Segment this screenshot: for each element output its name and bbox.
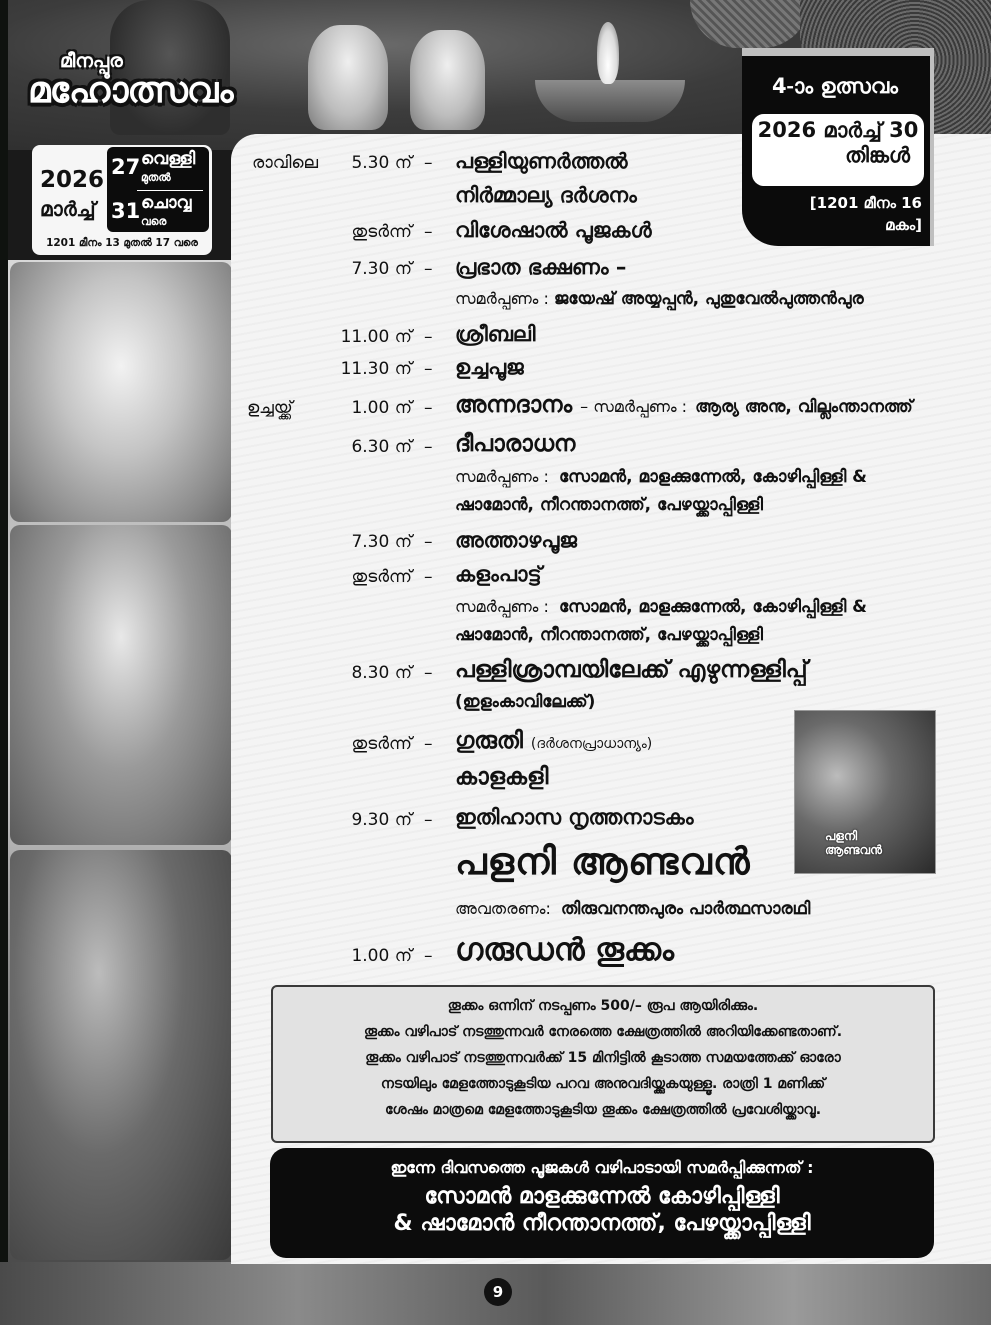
start-date bbox=[111, 149, 207, 189]
period-label: രാവിലെ bbox=[252, 153, 319, 173]
sponsor-label: സമർപ്പണം : bbox=[455, 597, 549, 616]
end-day: 31 bbox=[111, 199, 141, 223]
sponsor-line bbox=[455, 625, 763, 645]
year: 2026 bbox=[40, 167, 105, 193]
sponsor-name: സോമൻ മാളക്കുന്നേൽ കോഴിപ്പിള്ളി bbox=[424, 1184, 780, 1209]
time-label: തുടർന്ന് bbox=[351, 567, 412, 587]
notice-line: തൂക്കം ഒന്നിന് നടപ്പണം 500/– രൂപ ആയിരിക്കും. bbox=[447, 998, 759, 1014]
sponsor-line bbox=[455, 289, 864, 309]
logo-title: മഹോത്സവം bbox=[28, 70, 233, 111]
dash: – bbox=[424, 259, 433, 279]
event-title: പള്ളിശ്രാമ്പയിലേക്ക് എഴുന്നള്ളിപ്പ് bbox=[455, 657, 808, 683]
event-title: കാളകളി bbox=[455, 764, 549, 790]
shivalinga-image bbox=[110, 0, 230, 135]
sponsor-line bbox=[455, 597, 867, 617]
time-label: 7.30 ന് bbox=[351, 532, 412, 552]
time-label: 9.30 ന് bbox=[351, 810, 412, 830]
sponsor-line bbox=[455, 495, 763, 515]
dash: – bbox=[424, 734, 433, 754]
dash: – bbox=[424, 222, 433, 242]
notice-line: തൂക്കം വഴിപാട് നടത്തുന്നവർക്ക് 15 മിനിട്ടിൽ കൂടാത്ത സമയത്തേക്ക് ഓരോ bbox=[365, 1050, 841, 1066]
presenter-line bbox=[455, 899, 810, 919]
poster-title bbox=[825, 829, 882, 857]
time-label: 11.00 ന് bbox=[340, 327, 412, 347]
time-label: തുടർന്ന് bbox=[351, 734, 412, 754]
time-label: തുടർന്ന് bbox=[351, 222, 412, 242]
event-subtitle: (ഇളംകാവിലേക്ക്) bbox=[455, 692, 596, 712]
sponsor-name: സോമൻ, മാളക്കുന്നേൽ, കോഴിപ്പിള്ളി & bbox=[559, 467, 868, 487]
event-title: കളംപാട്ട് bbox=[455, 562, 542, 586]
event-title: ശ്രീബലി bbox=[455, 322, 536, 346]
dash: – bbox=[424, 437, 433, 457]
sponsor-line bbox=[455, 467, 867, 487]
sponsor-name: ഷാമോൻ, നീറന്താനത്ത്, പേഴയ്ക്കാപ്പിള്ളി bbox=[455, 625, 763, 645]
sponsor-label: – സമർപ്പണം : bbox=[580, 397, 688, 416]
dash: – bbox=[424, 663, 433, 683]
event-title: പ്രഭാത ഭക്ഷണം – bbox=[455, 255, 627, 279]
thookkam-notice-box bbox=[271, 985, 935, 1143]
dash: – bbox=[424, 327, 433, 347]
logo-subtitle: മീനപ്പൂര bbox=[60, 50, 123, 72]
drama-title: പളനി ആണ്ടവൻ bbox=[455, 840, 751, 883]
festival-weekday: തിങ്കൾ bbox=[845, 143, 910, 167]
end-date bbox=[111, 193, 207, 233]
ganesha-idol-image bbox=[308, 25, 388, 130]
dash: – bbox=[424, 567, 433, 587]
sponsor-name: & ഷാമോൻ നീറന്താനത്ത്, പേഴയ്ക്കാപ്പിള്ളി bbox=[393, 1211, 811, 1236]
event-title: അത്താഴപൂജ bbox=[455, 528, 577, 552]
time-label: 5.30 ന് bbox=[351, 153, 412, 173]
sponsor-name: ആര്യ അനു, വില്ലംന്താനത്ത് bbox=[695, 397, 913, 417]
event-title: ഇതിഹാസ നൃത്തനാടകം bbox=[455, 805, 694, 829]
theyyam-image bbox=[10, 850, 232, 1260]
drama-poster-image bbox=[794, 710, 936, 874]
divider bbox=[137, 190, 203, 191]
event-note: (ദർശനപ്രാധാന്യം) bbox=[530, 736, 653, 752]
dash: – bbox=[424, 532, 433, 552]
start-suffix: മുതൽ bbox=[141, 171, 171, 184]
sponsor-label: സമർപ്പണം : bbox=[455, 289, 549, 308]
dash: – bbox=[424, 398, 433, 418]
festival-day-banner bbox=[742, 48, 934, 246]
date-range bbox=[107, 147, 209, 232]
sponsor-label: സമർപ്പണം : bbox=[455, 467, 549, 486]
start-weekday: വെള്ളി bbox=[141, 149, 196, 169]
festival-date-card bbox=[32, 145, 212, 255]
sponsor-name: ജയേഷ് അയ്യപ്പൻ, പുതുവേൽപുത്തൻപുര bbox=[553, 289, 864, 309]
event-title-secondary: നിർമ്മാല്യ ദർശനം bbox=[455, 183, 637, 207]
kali-image bbox=[10, 525, 232, 845]
end-weekday: ചൊവ്വ bbox=[141, 193, 192, 213]
shiva-parvati-image bbox=[10, 262, 232, 522]
dash: – bbox=[424, 810, 433, 830]
time-label: 1.00 ന് bbox=[351, 398, 412, 418]
ayyappa-idol-image bbox=[410, 30, 485, 130]
end-suffix: വരെ bbox=[141, 215, 167, 228]
time-label: 11.30 ന് bbox=[340, 359, 412, 379]
poster-title-line: പളനി bbox=[825, 829, 858, 843]
month: മാർച്ച് bbox=[40, 197, 96, 221]
event-title-line bbox=[455, 728, 652, 754]
event-title: ഗുരുതി bbox=[455, 728, 523, 754]
time-label: 7.30 ന് bbox=[351, 259, 412, 279]
notice-line: ശേഷം മാത്രമെ മേളത്തോടുകൂടിയ തൂക്കം ക്ഷേത്രത്തിൽ പ്രവേശിയ്ക്കാവൂ. bbox=[384, 1102, 822, 1118]
dash: – bbox=[424, 153, 433, 173]
presenter-name: തിരുവനന്തപുരം പാർത്ഥസാരഥി bbox=[561, 899, 811, 919]
time-label: 6.30 ന് bbox=[351, 437, 412, 457]
presenter-label: അവതരണം: bbox=[455, 899, 551, 918]
sponsor-lead: ഇന്നേ ദിവസത്തെ പൂജകൾ വഴിപാടായി സമർപ്പിക്കുന്നത് : bbox=[390, 1158, 814, 1177]
dash: – bbox=[424, 359, 433, 379]
event-title: ദീപാരാധന bbox=[455, 431, 576, 457]
notice-line: നടയിലും മേളത്തോടുകൂടിയ പറവ അനുവദിയ്ക്കുകയുള്ളൂ. രാത്രി 1 മണിക്ക് bbox=[380, 1076, 826, 1092]
left-border bbox=[0, 0, 8, 1325]
day-sponsor-box bbox=[270, 1148, 934, 1258]
event-title: വിശേഷാൽ പൂജകൾ bbox=[455, 218, 652, 242]
sponsor-name: ഷാമോൻ, നീറന്താനത്ത്, പേഴയ്ക്കാപ്പിള്ളി bbox=[455, 495, 763, 515]
page-number: 9 bbox=[484, 1278, 512, 1306]
event-title: അന്നദാനം bbox=[455, 392, 573, 418]
sponsor-name: സോമൻ, മാളക്കുന്നേൽ, കോഴിപ്പിള്ളി & bbox=[559, 597, 868, 617]
event-title: ഉച്ചപൂജ bbox=[455, 355, 524, 379]
festival-date-line1: 2026 മാർച്ച് 30 bbox=[757, 118, 919, 142]
time-label: 1.00 ന് bbox=[351, 946, 412, 966]
festival-malayalam-date: [1201 മീനം 16 മകം] bbox=[809, 194, 922, 234]
event-title: പള്ളിയുണർത്തൽ bbox=[455, 149, 628, 173]
malayalam-date-range: 1201 മീനം 13 മുതൽ 17 വരെ bbox=[46, 237, 198, 249]
period-label: ഉച്ചയ്ക്ക് bbox=[247, 398, 293, 418]
notice-line: തൂക്കം വഴിപാട് നടത്തുന്നവർ നേരത്തെ ക്ഷേത്രത്തിൽ അറിയിക്കേണ്ടതാണ്. bbox=[363, 1024, 843, 1040]
festival-day-date bbox=[752, 114, 924, 186]
lamp-flame-icon bbox=[597, 22, 619, 84]
start-day: 27 bbox=[111, 155, 141, 179]
event-title: ഗരുഡൻ തൂക്കം bbox=[455, 932, 675, 968]
poster-title-line: ആണ്ടവൻ bbox=[825, 843, 882, 857]
event-title-line bbox=[455, 392, 913, 418]
festival-day-title: 4-ാം ഉത്സവം bbox=[772, 74, 898, 98]
time-label: 8.30 ന് bbox=[351, 663, 412, 683]
oil-lamp-image bbox=[535, 80, 685, 122]
dash: – bbox=[424, 946, 433, 966]
